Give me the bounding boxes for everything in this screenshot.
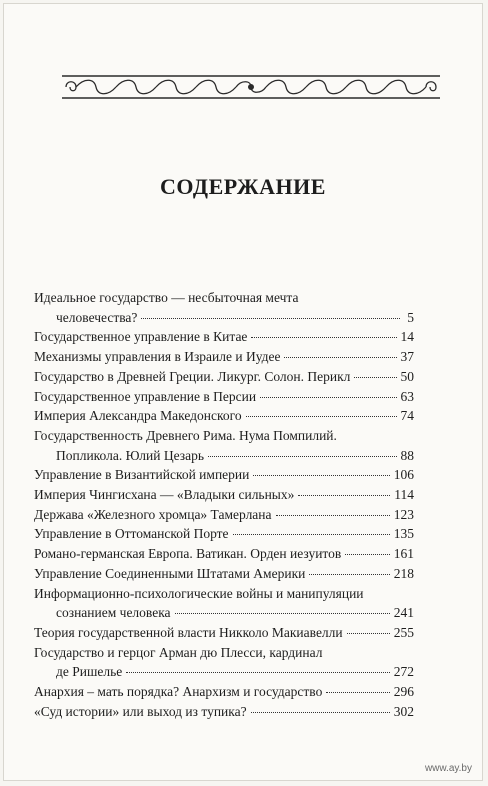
toc-entry-text: Механизмы управления в Израиле и Иудее — [34, 349, 281, 365]
toc-entry-line — [34, 505, 414, 525]
toc-entry-text: Управление Соединенными Штатами Америки — [34, 565, 306, 581]
toc-entry-text: Анархия – мать порядка? Анархизм и государство — [34, 684, 323, 700]
dot-leader — [298, 494, 390, 496]
toc-entry-text: Государственность Древнего Рима. Нума Помпилий. — [34, 427, 337, 443]
toc-entry-text: Государство и герцог Арман дю Плесси, кардинал — [34, 644, 323, 660]
toc-entry — [34, 702, 414, 722]
toc-page-number: 241 — [393, 605, 414, 621]
toc-entry-text: Управление в Византийской империи — [34, 467, 250, 483]
toc-entry-line — [34, 426, 414, 446]
toc-entry-line — [34, 682, 414, 702]
toc-entry-line — [34, 702, 414, 722]
toc-entry-line — [34, 327, 414, 347]
dot-leader — [233, 533, 390, 535]
toc-entry — [34, 288, 414, 327]
toc-entry-line — [34, 465, 414, 485]
toc-page-number: 255 — [393, 624, 414, 640]
book-page — [4, 4, 482, 780]
toc-page-number: 14 — [400, 329, 414, 345]
toc-page-number: 74 — [400, 408, 414, 424]
toc-entry-text: Идеальное государство — несбыточная мечта — [34, 290, 299, 305]
toc-entry — [34, 367, 414, 387]
toc-entry-text: человечества? — [56, 309, 138, 325]
toc-entry-line — [34, 524, 414, 544]
toc-entry-line — [34, 643, 414, 663]
toc-page-number: 302 — [393, 703, 414, 719]
toc-entry-text: Государственное управление в Китае — [34, 329, 248, 345]
toc-entry-line — [34, 584, 414, 604]
toc-entry — [34, 347, 414, 367]
toc-page-number: 272 — [393, 664, 414, 680]
toc-entry-text: Государственное управление в Персии — [34, 388, 257, 404]
toc-entry-text: Империя Чингисхана — «Владыки сильных» — [34, 487, 295, 503]
toc-page-number: 88 — [400, 447, 414, 463]
watermark: www.ay.by — [424, 763, 472, 774]
dot-leader — [326, 691, 389, 693]
dot-leader — [347, 632, 390, 634]
table-of-contents — [34, 288, 414, 721]
dot-leader — [251, 711, 390, 713]
dot-leader — [126, 671, 390, 673]
toc-entry-text: Попликола. Юлий Цезарь — [56, 447, 205, 463]
toc-entry — [34, 465, 414, 485]
toc-entry-line — [34, 387, 414, 407]
toc-entry — [34, 406, 414, 426]
toc-entry-line — [34, 406, 414, 426]
toc-page-number: 37 — [400, 349, 414, 365]
toc-entry-text: Романо-германская Европа. Ватикан. Орден иезуитов — [34, 546, 342, 562]
dot-leader — [246, 415, 397, 417]
page-title: СОДЕРЖАНИЕ — [160, 174, 326, 199]
toc-entry — [34, 387, 414, 407]
toc-entry-text: де Ришелье — [56, 664, 123, 680]
dot-leader — [284, 356, 396, 358]
toc-entry-line — [34, 367, 414, 387]
toc-entry-line — [34, 623, 414, 643]
dot-leader — [260, 396, 396, 398]
toc-entry — [34, 643, 414, 682]
toc-page-number: 114 — [394, 487, 414, 503]
toc-entry-line — [34, 662, 414, 682]
toc-page-number: 296 — [393, 684, 414, 700]
toc-entry — [34, 426, 414, 465]
toc-page-number: 123 — [393, 506, 414, 522]
toc-entry — [34, 623, 414, 643]
toc-entry-text: сознанием человека — [56, 605, 171, 621]
toc-entry-line — [34, 308, 414, 328]
toc-entry-line — [34, 564, 414, 584]
scroll-ornament-icon — [56, 72, 446, 102]
toc-page-number: 106 — [393, 467, 414, 483]
toc-entry-line — [34, 603, 414, 623]
toc-entry-text: Держава «Железного хромца» Тамерлана — [34, 506, 272, 522]
toc-entry-text: Информационно-психологические войны и манипуляции — [34, 585, 364, 601]
toc-entry — [34, 584, 414, 623]
toc-page-number: 50 — [400, 368, 414, 384]
toc-entry — [34, 544, 414, 564]
toc-entry-line — [34, 347, 414, 367]
toc-entry — [34, 564, 414, 584]
toc-entry — [34, 505, 414, 525]
toc-entry — [34, 327, 414, 347]
dot-leader — [253, 474, 389, 476]
dot-leader — [208, 455, 396, 457]
dot-leader — [251, 336, 396, 338]
toc-entry-line — [34, 485, 414, 505]
toc-entry-line — [34, 544, 414, 564]
toc-entry-text: Управление в Оттоманской Порте — [34, 526, 229, 542]
dot-leader — [345, 553, 389, 555]
toc-page-number: 135 — [393, 526, 414, 542]
toc-entry-line — [34, 288, 414, 308]
toc-entry — [34, 485, 414, 505]
toc-entry-text: Теория государственной власти Никколо Макиавелли — [34, 624, 343, 640]
dot-leader — [354, 376, 396, 378]
toc-page-number: 218 — [393, 565, 414, 581]
dot-leader — [309, 573, 389, 575]
dot-leader — [276, 514, 390, 516]
toc-page-number: 63 — [400, 388, 414, 404]
toc-entry — [34, 682, 414, 702]
toc-entry-line — [34, 446, 414, 466]
toc-page-number: 161 — [393, 546, 414, 562]
toc-entry-text: Империя Александра Македонского — [34, 408, 242, 424]
toc-entry-text: Государство в Древней Греции. Ликург. Солон. Перикл — [34, 368, 351, 384]
dot-leader — [175, 612, 390, 614]
toc-page-number: 5 — [407, 309, 414, 325]
toc-entry — [34, 524, 414, 544]
toc-entry-text: «Суд истории» или выход из тупика? — [34, 703, 247, 719]
dot-leader — [141, 317, 400, 319]
